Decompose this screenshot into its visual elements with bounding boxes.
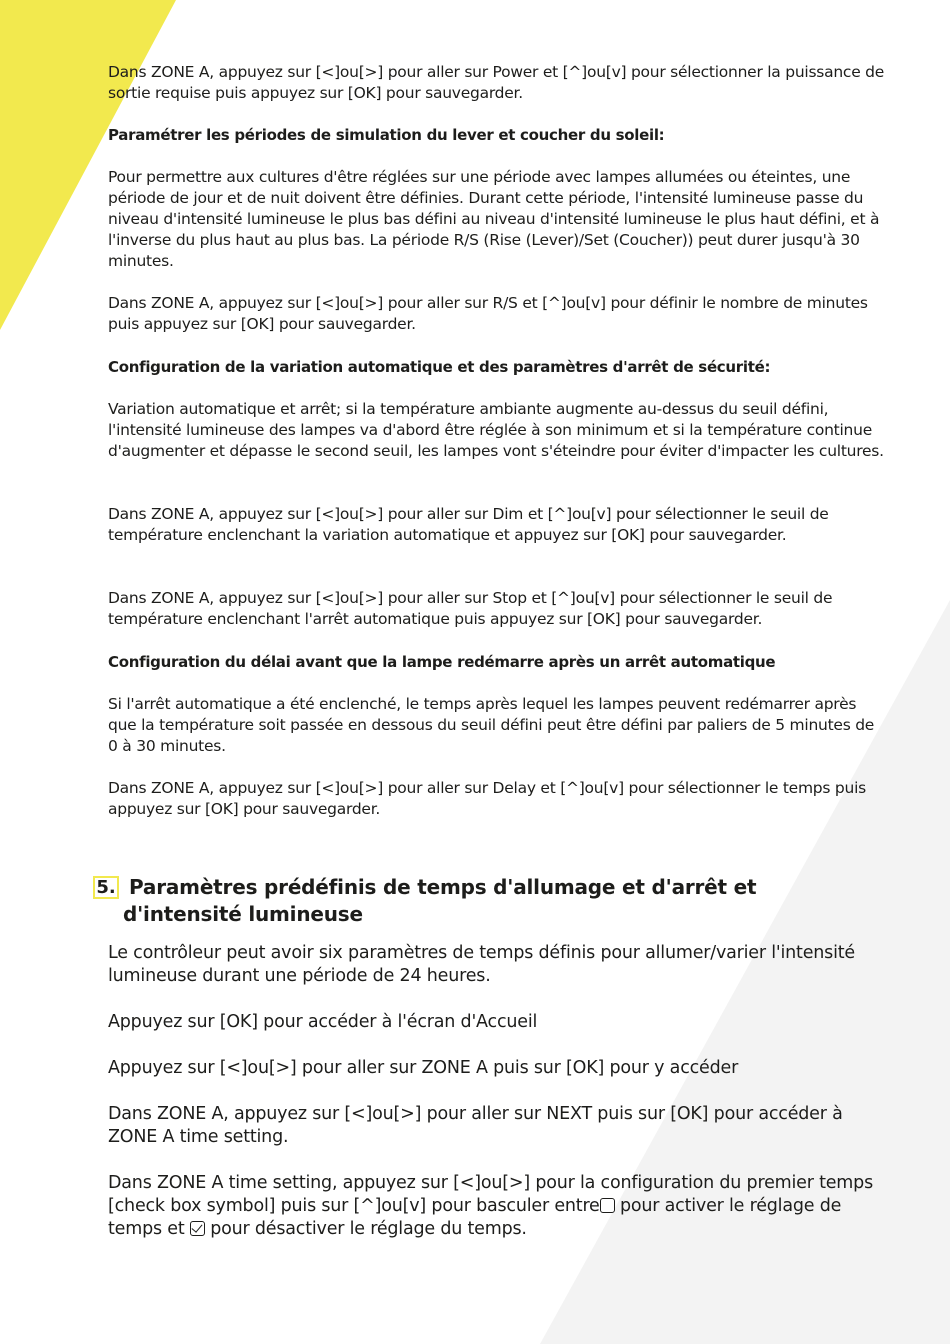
- section-5-step-next: Dans ZONE A, appuyez sur [<]ou[>] pour aller sur NEXT puis sur [OK] pour accéder à ZONE A time setting.: [108, 1104, 843, 1147]
- auto-dim-paragraph: Variation automatique et arrêt; si la température ambiante augmente au-dessus du seuil défini, l'intensité lumineuse des lampes va d'abord être réglée à son minimum et si la température continue d'augmenter et dépasse le second seuil, les lampes vont s'éteindre pour éviter d'impacter les cultures.: [108, 400, 884, 460]
- time-setting-text-a: Dans ZONE A time setting, appuyez sur [<]ou[>] pour la configuration du premier temps [check box symbol] puis sur [^]ou[v] pour basculer entre: [108, 1173, 873, 1216]
- stop-paragraph: Dans ZONE A, appuyez sur [<]ou[>] pour aller sur Stop et [^]ou[v] pour sélectionner le seuil de température enclenchant l'arrêt automatique puis appuyez sur [OK] pour sauvegarder.: [108, 589, 833, 628]
- time-setting-text-b: pour activer le réglage de temps et: [108, 1196, 842, 1239]
- section-5-intro: Le contrôleur peut avoir six paramètres de temps définis pour allumer/varier l'intensité lumineuse durant une période de 24 heures.: [108, 943, 855, 986]
- dim-paragraph: Dans ZONE A, appuyez sur [<]ou[>] pour aller sur Dim et [^]ou[v] pour sélectionner le seuil de température enclenchant la variation automatique et appuyez sur [OK] pour sauvegarder.: [108, 505, 829, 544]
- sunrise-heading: Paramétrer les périodes de simulation du lever et coucher du soleil:: [108, 126, 665, 144]
- section-title-line-2: d'intensité lumineuse: [123, 902, 363, 926]
- rs-paragraph: Dans ZONE A, appuyez sur [<]ou[>] pour aller sur R/S et [^]ou[v] pour définir le nombre de minutes puis appuyez sur [OK] pour sauvegarder.: [108, 294, 868, 333]
- sunrise-paragraph: Pour permettre aux cultures d'être réglées sur une période avec lampes allumées ou éteintes, une période de jour et de nuit doivent être définies. Durant cette période, l'intensité lumineuse passe du niveau d'intensité lumineuse le plus bas défini au niveau d'intensité lumineuse le plus haut défini, et à l'inverse du plus haut au plus bas. La période R/S (Rise (Lever)/Set (Coucher)) peut durer jusqu'à 30 minutes.: [108, 168, 880, 270]
- section-title-line-1: Paramètres prédéfinis de temps d'allumage et d'arrêt et: [129, 875, 757, 899]
- section-5-step-time-setting: [108, 1172, 888, 1241]
- section-5-step-home: Appuyez sur [OK] pour accéder à l'écran d'Accueil: [108, 1012, 538, 1032]
- delay-explanation-paragraph: Si l'arrêt automatique a été enclenché, le temps après lequel les lampes peuvent redémarrer après que la température soit passée en dessous du seuil défini peut être défini par paliers de 5 minutes de 0 à 30 minutes.: [108, 695, 875, 755]
- power-paragraph: Dans ZONE A, appuyez sur [<]ou[>] pour aller sur Power et [^]ou[v] pour sélectionner la puissance de sortie requise puis appuyez sur [OK] pour sauvegarder.: [108, 63, 885, 102]
- section-5-step-zone: Appuyez sur [<]ou[>] pour aller sur ZONE A puis sur [OK] pour y accéder: [108, 1058, 739, 1078]
- time-setting-text-c: pour désactiver le réglage du temps.: [204, 1219, 527, 1239]
- delay-paragraph: Dans ZONE A, appuyez sur [<]ou[>] pour aller sur Delay et [^]ou[v] pour sélectionner le temps puis appuyez sur [OK] pour sauvegarder.: [108, 779, 866, 818]
- auto-dim-heading: Configuration de la variation automatique et des paramètres d'arrêt de sécurité:: [108, 358, 771, 376]
- checkbox-unchecked-icon: [600, 1198, 615, 1213]
- checkbox-checked-icon: [190, 1221, 205, 1236]
- delay-heading: Configuration du délai avant que la lampe redémarre après un arrêt automatique: [108, 653, 776, 671]
- section-title: [123, 874, 849, 928]
- section-number: 5.: [93, 876, 119, 899]
